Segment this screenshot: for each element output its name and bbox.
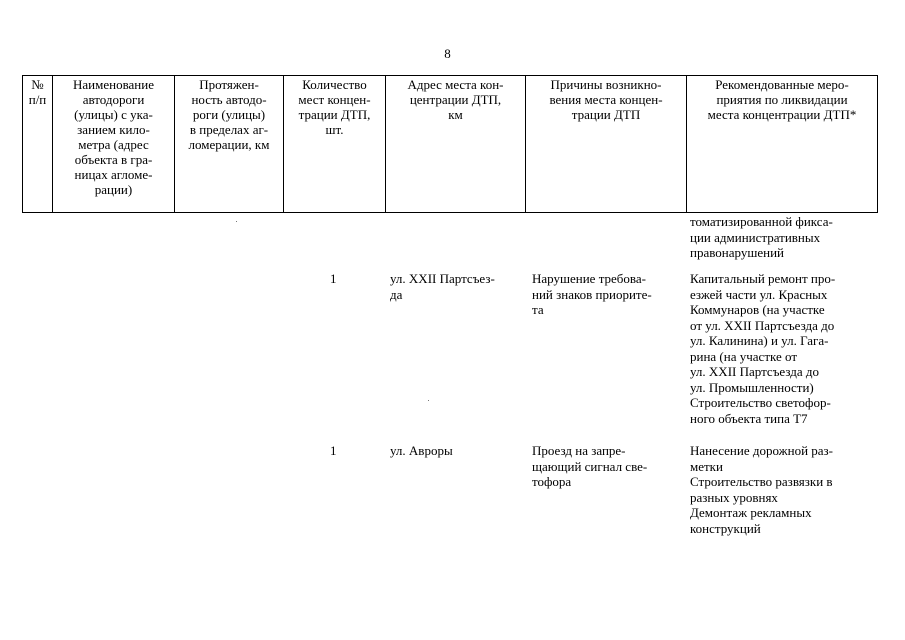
row-2-measures: Нанесение дорожной раз- метки Строительство развязки в разных уровнях Демонтаж рекламных конструкций [690,443,834,536]
row-2-cause: Проезд на запре- щающий сигнал све- тофора [532,443,648,489]
header-road-length: Протяжен- ность автодо- роги (улицы) в пределах аг- ломерации, км [175,76,284,213]
scan-speck [236,221,237,222]
header-road-name: Наименование автодороги (улицы) с ука- занием кило- метра (адрес объекта в гра- ницах агломе- рации) [53,76,175,213]
header-accident-address: Адрес места кон- центрации ДТП, км [386,76,526,213]
row-2-count: 1 [330,443,337,458]
continuation-text: томатизированной фикса- ции административных правонарушений [690,214,833,260]
header-row [23,76,878,213]
header-causes: Причины возникно- вения места концен- трации ДТП [526,76,687,213]
row-1-count: 1 [330,271,337,286]
header-table [22,75,878,213]
row-1-cause: Нарушение требова- ний знаков приорите- та [532,271,652,317]
row-1-address: ул. XXII Партсъез- да [390,271,495,302]
row-2-address: ул. Авроры [390,443,453,458]
page-number: 8 [444,46,451,61]
row-1-measures: Капитальный ремонт про- езжей части ул. Красных Коммунаров (на участке от ул. XXII Партсъезда до ул. Калинина) и ул. Гага- рина (на участке от ул. XXII Партсъезда до ул. Промышленности) Строительство светофор- ного объекта типа Т7 [690,271,836,426]
header-accident-count: Количество мест концен- трации ДТП, шт. [284,76,386,213]
header-recommended-measures: Рекомендованные меро- приятия по ликвидации места концентрации ДТП* [687,76,878,213]
header-number: № п/п [23,76,53,213]
scan-speck [428,400,429,401]
